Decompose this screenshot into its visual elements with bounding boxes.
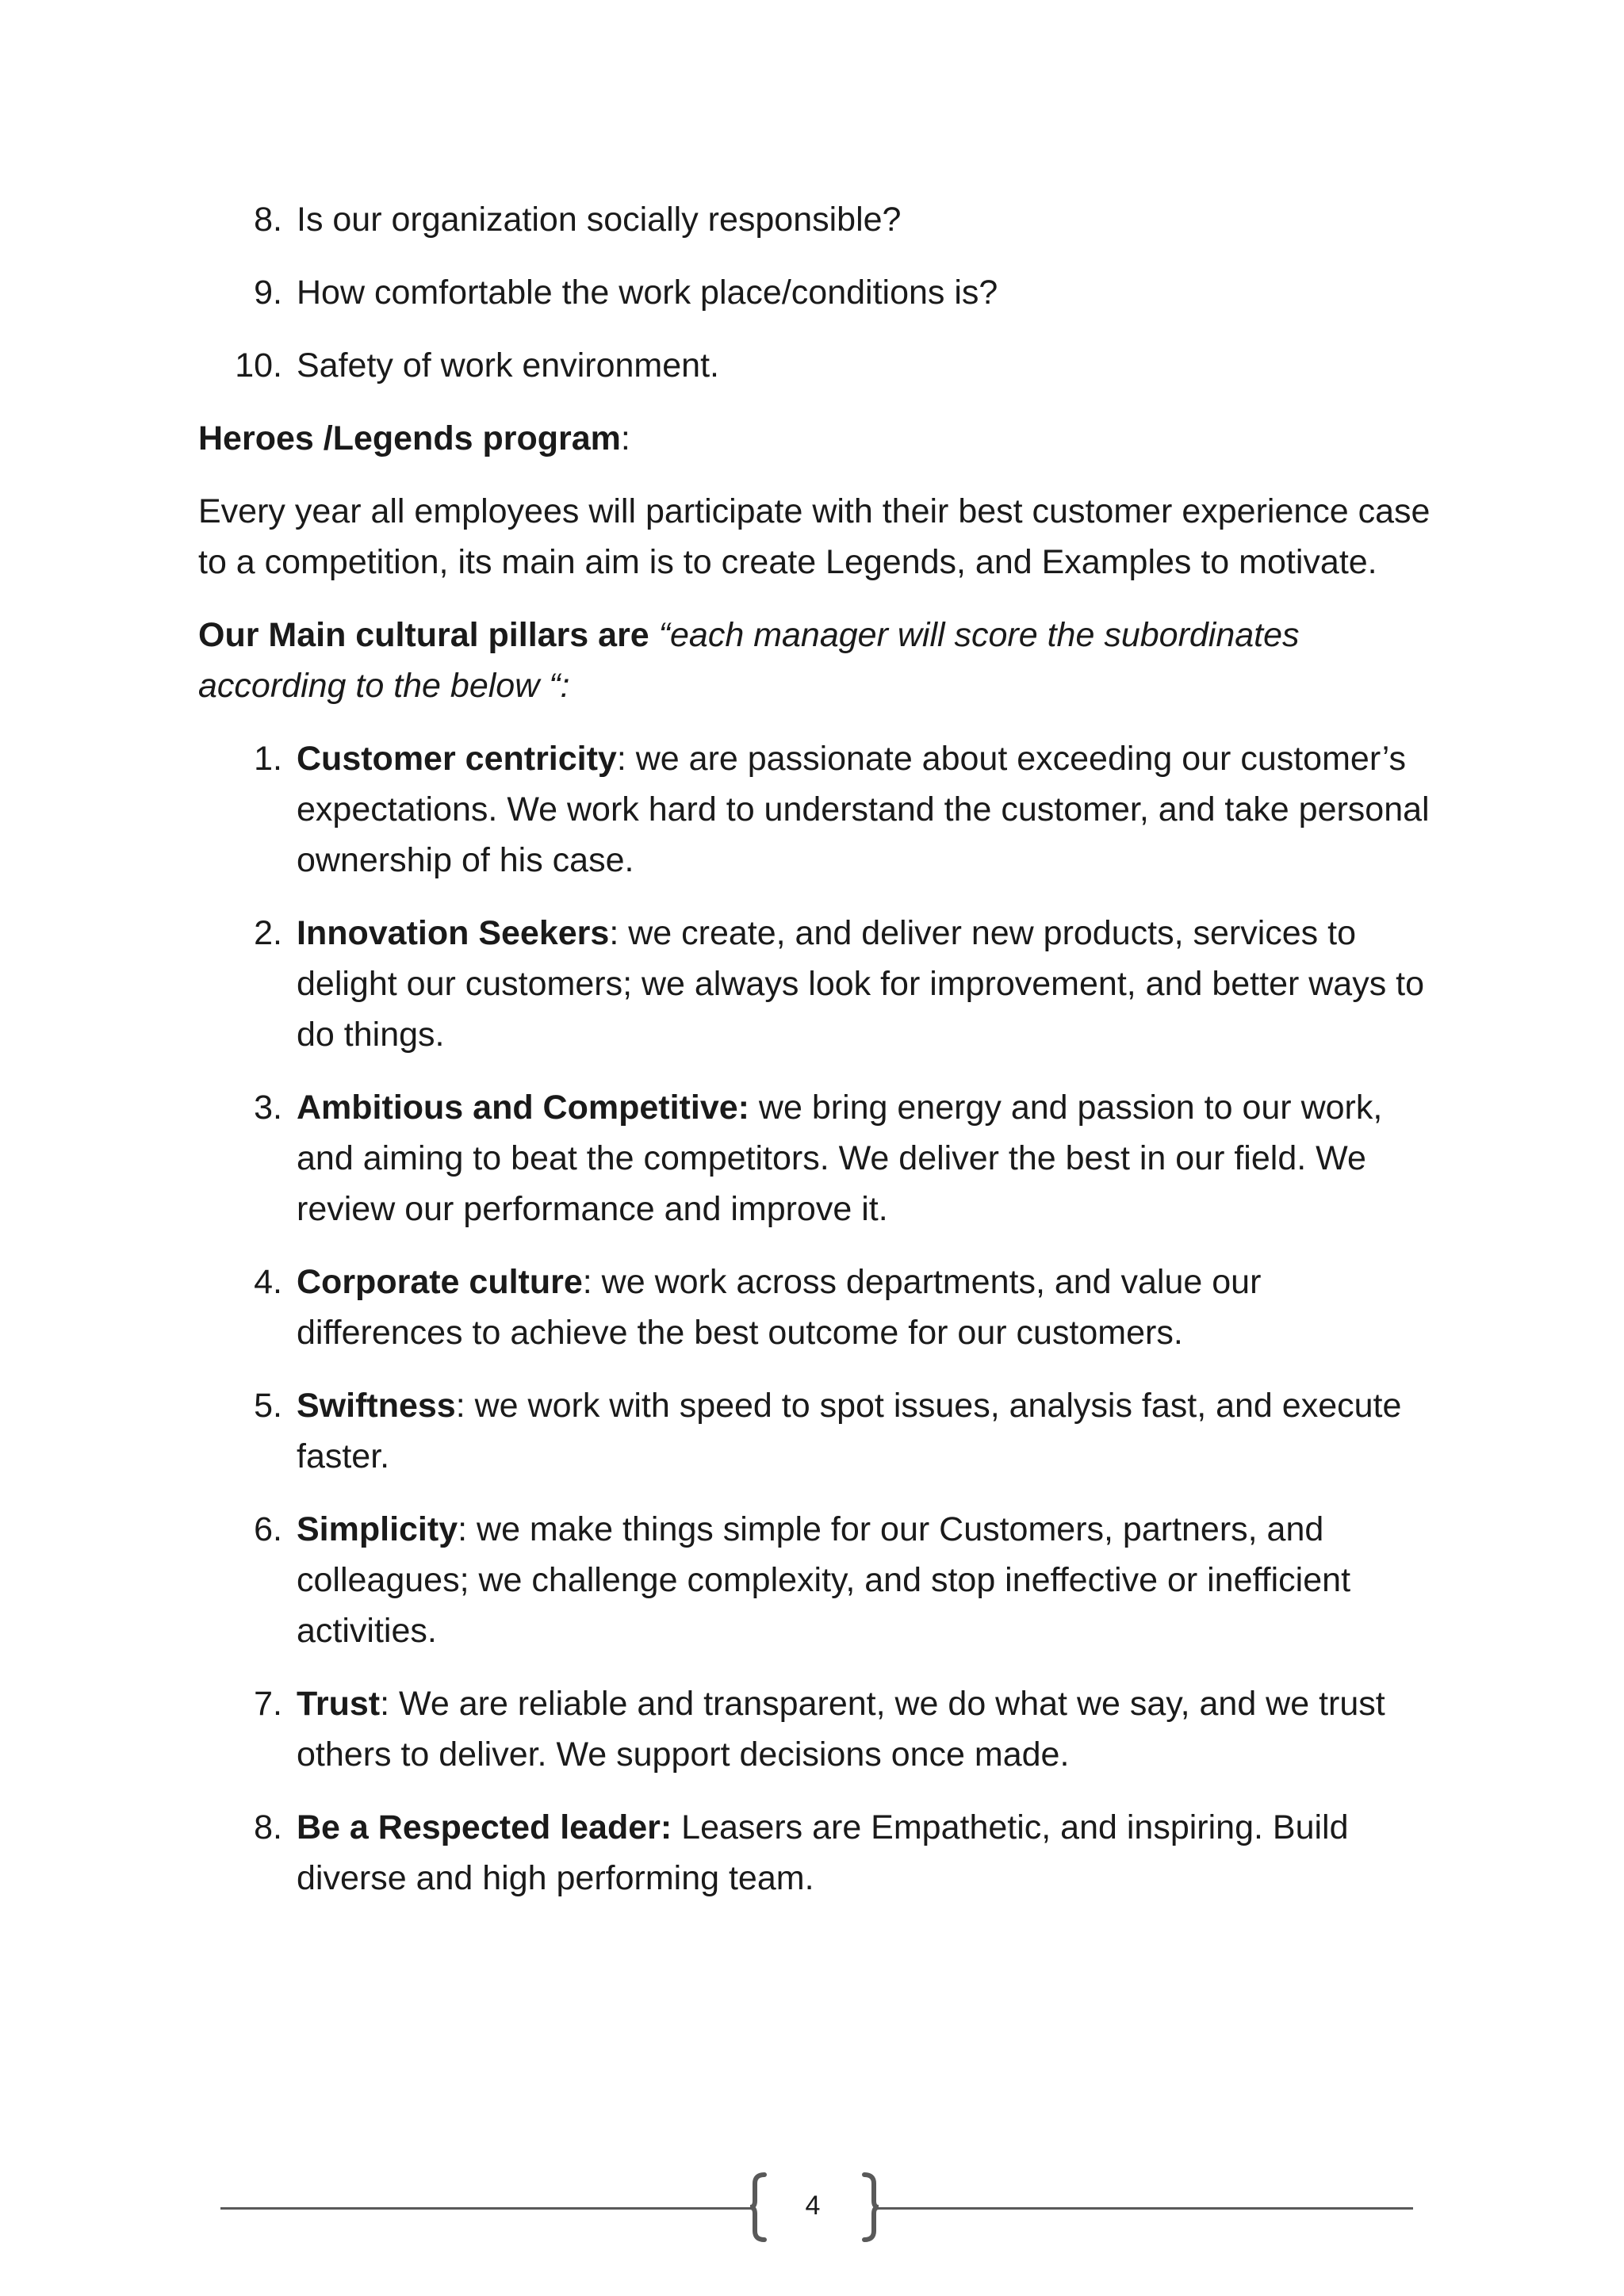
- pillar-item: [198, 1802, 1435, 1904]
- pillar-number: 8.: [254, 1808, 282, 1846]
- list-item: [198, 267, 1435, 318]
- list-number: 9.: [254, 274, 282, 312]
- pillar-item: [198, 1380, 1435, 1482]
- pillar-title: Swiftness: [297, 1387, 456, 1425]
- pillar-item: [198, 1504, 1435, 1656]
- pillar-text: : we create, and deliver new products, services to delight our customers; we always look for improvement, and better ways to do things.: [297, 914, 1425, 1054]
- heroes-heading-text: Heroes /Legends program: [198, 419, 621, 457]
- pillar-title: Be a Respected leader:: [297, 1808, 672, 1846]
- footer-rule-left: [220, 2207, 750, 2210]
- pillar-title: Corporate culture: [297, 1263, 583, 1301]
- pillar-item: [198, 1678, 1435, 1780]
- pillar-text: Leasers are Empathetic, and inspiring. Build diverse and high performing team.: [297, 1808, 1349, 1897]
- list-number: 10.: [235, 346, 282, 385]
- pillar-item: [198, 733, 1435, 886]
- page-footer: [0, 2172, 1624, 2244]
- pillar-number: 3.: [254, 1089, 282, 1127]
- page-number: 4: [805, 2191, 821, 2221]
- list-text: Is our organization socially responsible?: [297, 201, 902, 239]
- pillar-text: : we work across departments, and value our differences to achieve the best outcome for our customers.: [297, 1263, 1262, 1352]
- pillar-number: 6.: [254, 1510, 282, 1548]
- pillar-title: Ambitious and Competitive:: [297, 1089, 749, 1127]
- pillars-list: [198, 733, 1435, 1904]
- list-item: [198, 340, 1435, 391]
- pillar-title: Innovation Seekers: [297, 914, 610, 952]
- pillar-text: : we make things simple for our Customers, partners, and colleagues; we challenge complexity, and stop ineffective or inefficient activities.: [297, 1510, 1351, 1650]
- pillar-item: [198, 1257, 1435, 1358]
- left-bracket-icon: [749, 2172, 768, 2242]
- list-text: Safety of work environment.: [297, 346, 719, 385]
- pillar-number: 1.: [254, 740, 282, 778]
- pillar-number: 7.: [254, 1685, 282, 1723]
- pillar-text: : We are reliable and transparent, we do what we say, and we trust others to deliver. We support decisions once made.: [297, 1685, 1385, 1774]
- heroes-heading: [198, 413, 1435, 464]
- pillar-text: : we work with speed to spot issues, analysis fast, and execute faster.: [297, 1387, 1402, 1475]
- footer-rule-right: [875, 2207, 1413, 2210]
- heroes-paragraph: Every year all employees will participate with their best customer experience case to a competition, its main aim is to create Legends, and Examples to motivate.: [198, 492, 1431, 581]
- list-item: [198, 194, 1435, 245]
- pillars-intro-bold: Our Main cultural pillars are: [198, 616, 649, 654]
- pillar-item: [198, 908, 1435, 1060]
- pillar-title: Simplicity: [297, 1510, 458, 1548]
- page-content: [198, 194, 1435, 1926]
- pillar-text: we bring energy and passion to our work, and aiming to beat the competitors. We deliver the best in our field. We review our performance and improve it.: [297, 1089, 1383, 1228]
- pillar-number: 5.: [254, 1387, 282, 1425]
- pillar-item: [198, 1082, 1435, 1234]
- list-number: 8.: [254, 201, 282, 239]
- list-text: How comfortable the work place/conditions is?: [297, 274, 998, 312]
- pillar-number: 4.: [254, 1263, 282, 1301]
- heroes-heading-suffix: :: [620, 419, 630, 457]
- pillar-number: 2.: [254, 914, 282, 952]
- pillar-title: Trust: [297, 1685, 381, 1723]
- pillar-title: Customer centricity: [297, 740, 617, 778]
- pillars-intro-italic: “each manager will score the subordinates according to the below “:: [198, 616, 1300, 705]
- question-list: [198, 194, 1435, 391]
- pillars-intro: [198, 610, 1435, 711]
- pillar-text: : we are passionate about exceeding our customer’s expectations. We work hard to understand the customer, and take personal ownership of his case.: [297, 740, 1430, 879]
